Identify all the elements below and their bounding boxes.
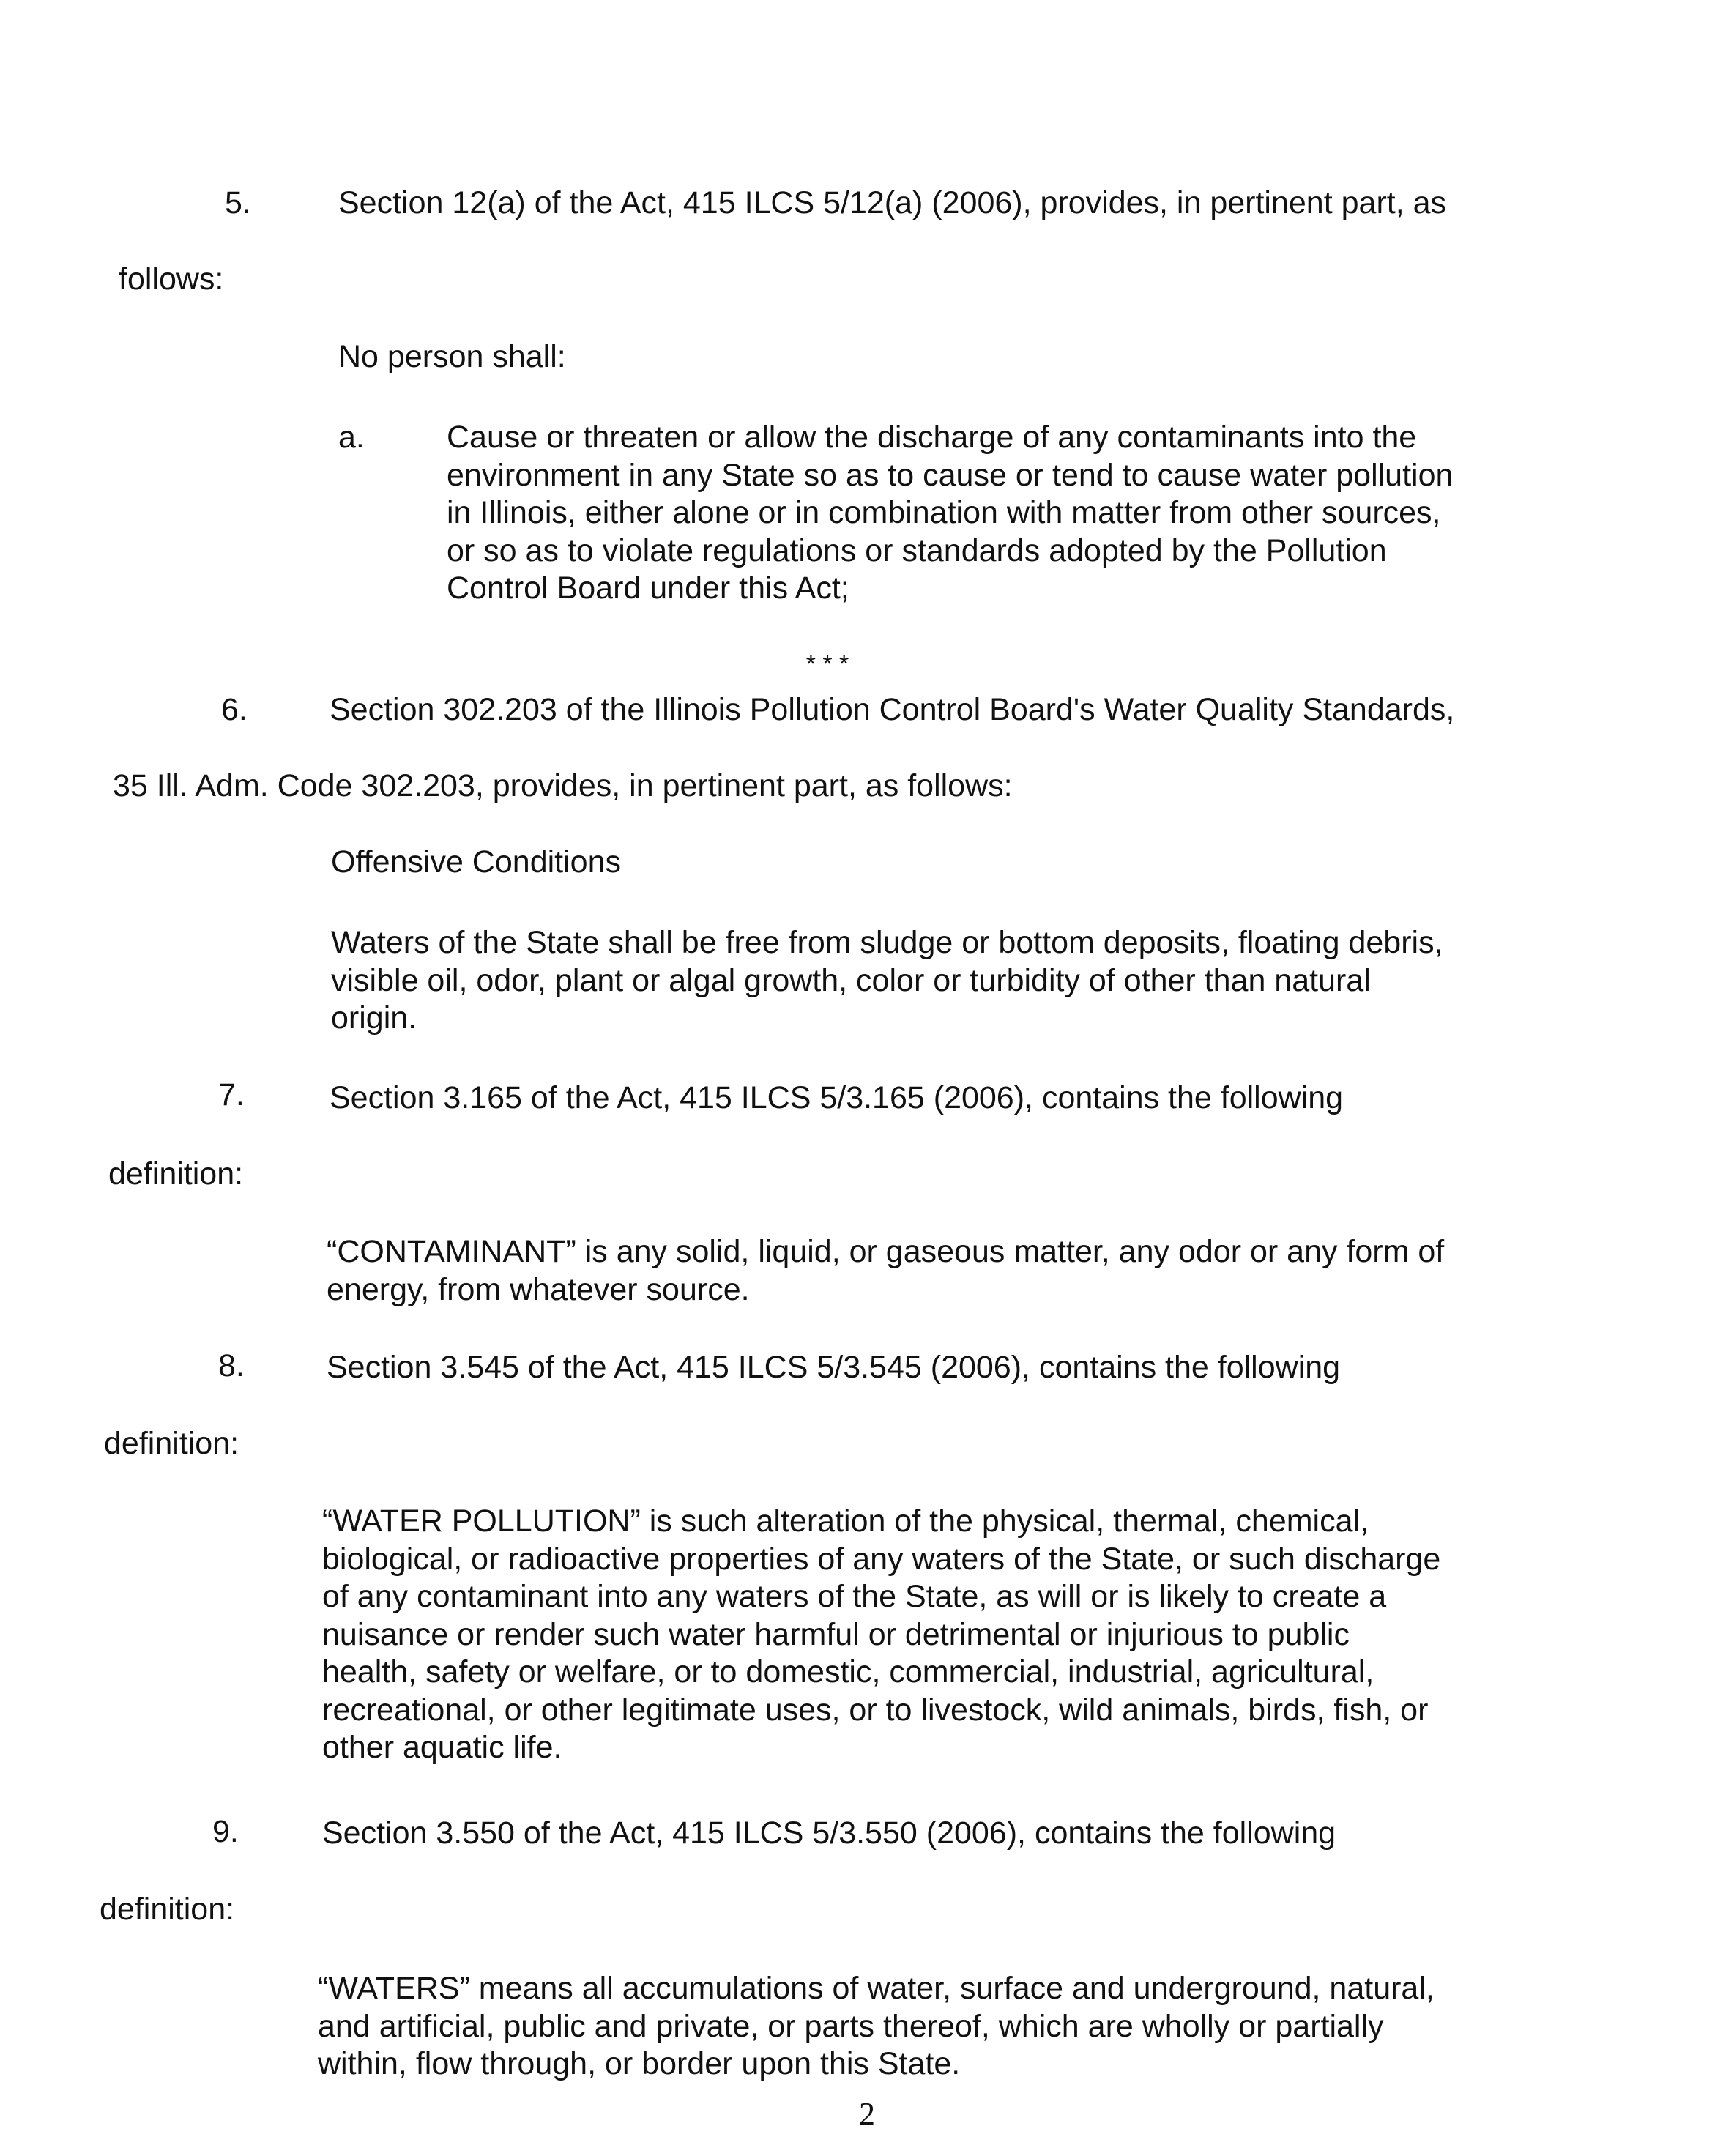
para6-continuation: 35 Ill. Adm. Code 302.203, provides, in pertinent part, as follows: bbox=[113, 768, 1013, 803]
para8-number: 8. bbox=[218, 1348, 245, 1383]
para8-continuation: definition: bbox=[104, 1426, 239, 1461]
para5-item-a-text bbox=[447, 419, 1453, 608]
para5-continuation: follows: bbox=[119, 261, 224, 297]
para5-item-a-line: in Illinois, either alone or in combination with matter from other sources, bbox=[447, 495, 1441, 530]
para5-item-a-label: a. bbox=[338, 420, 365, 455]
ellipsis-asterisks: * * * bbox=[805, 650, 849, 678]
para8-definition-line: recreational, or other legitimate uses, or to livestock, wild animals, birds, fish, or bbox=[322, 1692, 1429, 1728]
para6-quote-line: visible oil, odor, plant or algal growth, color or turbidity of other than natural bbox=[331, 962, 1371, 998]
para5-item-a-line: Cause or threaten or allow the discharge of any contaminants into the bbox=[447, 420, 1417, 455]
para9-number: 9. bbox=[212, 1814, 239, 1849]
para7-continuation: definition: bbox=[108, 1156, 244, 1192]
para5-item-a-line: Control Board under this Act; bbox=[447, 570, 849, 606]
para6-quote-line: Waters of the State shall be free from sludge or bottom deposits, floating debris, bbox=[331, 925, 1443, 960]
para6-quote-line: origin. bbox=[331, 1000, 417, 1036]
para6-quote bbox=[331, 924, 1443, 1038]
para6-number: 6. bbox=[221, 692, 248, 727]
para8-definition-line: health, safety or welfare, or to domestic, commercial, industrial, agricultural, bbox=[322, 1654, 1374, 1690]
para9-text: Section 3.550 of the Act, 415 ILCS 5/3.550 (2006), contains the following bbox=[322, 1815, 1336, 1851]
para5-item-a-line: environment in any State so as to cause or tend to cause water pollution bbox=[447, 457, 1454, 493]
para7-text: Section 3.165 of the Act, 415 ILCS 5/3.165 (2006), contains the following bbox=[330, 1080, 1344, 1115]
para6-text: Section 302.203 of the Illinois Pollution Control Board's Water Quality Standards, bbox=[330, 692, 1455, 727]
page-number: 2 bbox=[859, 2096, 875, 2132]
para8-definition-line: biological, or radioactive properties of any waters of the State, or such discharge bbox=[322, 1541, 1441, 1577]
para9-definition bbox=[318, 1970, 1435, 2083]
para7-definition-line: “CONTAMINANT” is any solid, liquid, or gaseous matter, any odor or any form of bbox=[327, 1234, 1445, 1269]
para9-definition-line: and artificial, public and private, or parts thereof, which are wholly or partially bbox=[318, 2008, 1384, 2044]
para5-item-a-line: or so as to violate regulations or standards adopted by the Pollution bbox=[447, 532, 1387, 568]
para8-definition bbox=[322, 1503, 1440, 1767]
para7-definition bbox=[327, 1233, 1444, 1309]
para8-definition-line: nuisance or render such water harmful or detrimental or injurious to public bbox=[322, 1616, 1350, 1652]
para8-definition-line: “WATER POLLUTION” is such alteration of the physical, thermal, chemical, bbox=[322, 1503, 1369, 1539]
para7-number: 7. bbox=[218, 1077, 245, 1112]
para9-definition-line: within, flow through, or border upon this State. bbox=[318, 2046, 961, 2081]
para5-text: Section 12(a) of the Act, 415 ILCS 5/12(a) (2006), provides, in pertinent part, as bbox=[338, 185, 1447, 220]
para9-continuation: definition: bbox=[100, 1892, 235, 1927]
para7-definition-line: energy, from whatever source. bbox=[327, 1271, 750, 1307]
para8-text: Section 3.545 of the Act, 415 ILCS 5/3.545 (2006), contains the following bbox=[327, 1350, 1341, 1385]
para5-intro: No person shall: bbox=[338, 339, 566, 374]
para6-heading: Offensive Conditions bbox=[331, 844, 621, 880]
para8-definition-line: other aquatic life. bbox=[322, 1730, 562, 1765]
para5-number: 5. bbox=[225, 185, 251, 220]
para9-definition-line: “WATERS” means all accumulations of water, surface and underground, natural, bbox=[318, 1971, 1435, 2006]
para8-definition-line: of any contaminant into any waters of the State, as will or is likely to create a bbox=[322, 1579, 1387, 1614]
